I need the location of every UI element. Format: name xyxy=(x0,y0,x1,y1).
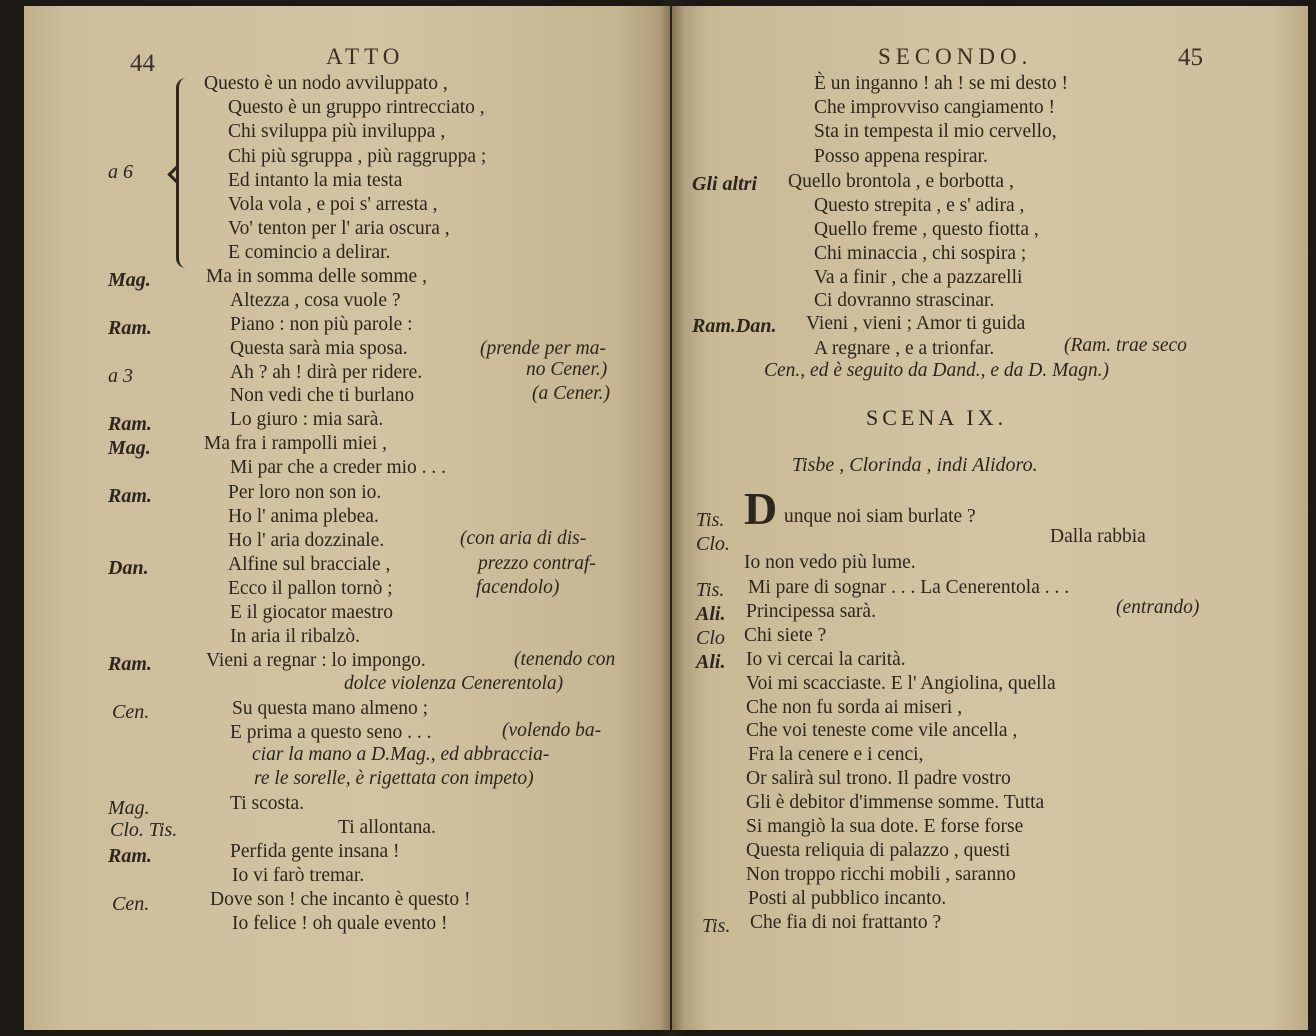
verse-line: Dalla rabbia xyxy=(1050,526,1146,547)
verse-line: Io vi farò tremar. xyxy=(232,865,365,886)
verse-line: Or salirà sul trono. Il padre vostro xyxy=(746,768,1011,789)
verse-line: Ma in somma delle somme , xyxy=(206,266,427,287)
verse-line: Chi più sgruppa , più raggruppa ; xyxy=(228,146,487,167)
verse-line: Ci dovranno strascinar. xyxy=(814,290,995,311)
verse-line: Quello brontola , e borbotta , xyxy=(788,171,1014,192)
right-page-number: 45 xyxy=(1178,44,1203,71)
verse-line: Ah ? ah ! dirà per ridere. xyxy=(230,362,423,383)
speaker-label: Mag. xyxy=(108,437,151,459)
stage-direction: Cen., ed è seguito da Dand., e da D. Magn.) xyxy=(764,360,1109,381)
stage-direction: (volendo ba- xyxy=(502,720,602,741)
speaker-label: Ram. xyxy=(108,413,152,435)
verse-line: Perfida gente insana ! xyxy=(230,841,400,862)
right-running-head: SECONDO. xyxy=(878,44,1033,69)
left-page-number: 44 xyxy=(130,50,155,77)
speaker-label: Clo xyxy=(696,627,725,649)
verse-line: Che non fu sorda ai miseri , xyxy=(746,697,963,718)
speaker-label: Ram. xyxy=(108,653,152,675)
speaker-label: Mag. xyxy=(108,269,151,291)
verse-line: A regnare , e a trionfar. xyxy=(814,338,995,359)
verse-line: Ti allontana. xyxy=(338,817,436,838)
stage-direction: (con aria di dis- xyxy=(460,528,587,549)
verse-line: Dove son ! che incanto è questo ! xyxy=(210,889,471,910)
stage-direction: (prende per ma- xyxy=(480,338,606,359)
speaker-label: Dan. xyxy=(108,557,149,579)
verse-line: Che voi teneste come vile ancella , xyxy=(746,720,1018,741)
verse-line: Va a finir , che a pazzarelli xyxy=(814,267,1023,288)
verse-line: Non vedi che ti burlano xyxy=(230,385,415,406)
speaker-label: Tis. xyxy=(702,915,731,937)
verse-line: Lo giuro : mia sarà. xyxy=(230,409,384,430)
verse-line: Ho l' anima plebea. xyxy=(228,506,379,527)
stage-direction: (tenendo con xyxy=(514,649,616,670)
verse-line: unque noi siam burlate ? xyxy=(784,506,976,527)
verse-line: Questo è un nodo avviluppato , xyxy=(204,73,448,94)
verse-line: Io felice ! oh quale evento ! xyxy=(232,913,448,934)
speaker-label: Ram. xyxy=(108,485,152,507)
verse-line: Fra la cenere e i cenci, xyxy=(748,744,924,765)
verse-line: Che fia di noi frattanto ? xyxy=(750,912,942,933)
stage-direction: dolce violenza Cenerentola) xyxy=(344,673,564,694)
speaker-label: a 6 xyxy=(108,161,133,183)
speaker-label: Tis. xyxy=(696,579,725,601)
stage-direction: no Cener.) xyxy=(526,359,608,380)
speaker-label: Tis. xyxy=(696,509,725,531)
speaker-label: Mag. xyxy=(108,797,150,819)
verse-line: Si mangiò la sua dote. E forse forse xyxy=(746,816,1024,837)
speaker-label: Clo. xyxy=(696,533,730,555)
speaker-label: Ram. xyxy=(108,845,152,867)
verse-line: Vieni a regnar : lo impongo. xyxy=(206,650,426,671)
speaker-label: Cen. xyxy=(112,701,150,723)
verse-line: Vola vola , e poi s' arresta , xyxy=(228,194,438,215)
verse-line: Mi par che a creder mio . . . xyxy=(230,457,447,478)
verse-line: Ecco il pallon tornò ; xyxy=(228,578,393,599)
verse-line: Io non vedo più lume. xyxy=(744,552,916,573)
speaker-label: Gli altri xyxy=(692,173,758,195)
verse-line: Questa reliquia di palazzo , questi xyxy=(746,840,1011,861)
verse-line: Altezza , cosa vuole ? xyxy=(230,290,401,311)
left-running-head: ATTO xyxy=(326,44,405,69)
verse-line: Piano : non più parole : xyxy=(230,314,413,335)
book-gutter xyxy=(660,0,684,1036)
verse-line: Gli è debitor d'immense somme. Tutta xyxy=(746,792,1045,813)
stage-direction: ciar la mano a D.Mag., ed abbraccia- xyxy=(252,744,550,765)
verse-line: È un inganno ! ah ! se mi desto ! xyxy=(814,73,1068,94)
speaker-label: Cen. xyxy=(112,893,150,915)
verse-line: Quello freme , questo fiotta , xyxy=(814,219,1039,240)
verse-line: Chi siete ? xyxy=(744,625,827,646)
verse-line: Chi sviluppa più inviluppa , xyxy=(228,121,446,142)
verse-line: Su questa mano almeno ; xyxy=(232,698,429,719)
verse-line: E prima a questo seno . . . xyxy=(230,722,432,743)
stage-direction: (Ram. trae seco xyxy=(1064,335,1187,356)
stage-direction: (a Cener.) xyxy=(532,383,610,404)
verse-line: Principessa sarà. xyxy=(746,601,876,622)
verse-line: Voi mi scacciaste. E l' Angiolina, quella xyxy=(746,673,1056,694)
verse-line: Chi minaccia , chi sospira ; xyxy=(814,243,1027,264)
verse-line: Mi pare di sognar . . . La Cenerentola . . . xyxy=(748,577,1070,598)
verse-line: Posso appena respirar. xyxy=(814,146,988,167)
verse-line: In aria il ribalzò. xyxy=(230,626,360,647)
speaker-label: Ram.Dan. xyxy=(692,315,777,337)
speaker-label: Clo. Tis. xyxy=(110,819,178,841)
verse-line: Posti al pubblico incanto. xyxy=(748,888,947,909)
verse-line: Ho l' aria dozzinale. xyxy=(228,530,385,551)
speaker-label: Ali. xyxy=(696,651,726,673)
stage-direction: (entrando) xyxy=(1116,597,1200,618)
stage-direction: re le sorelle, è rigettata con impeto) xyxy=(254,768,534,789)
scene-cast: Tisbe , Clorinda , indi Alidoro. xyxy=(792,454,1038,476)
verse-line: Questa sarà mia sposa. xyxy=(230,338,408,359)
drop-cap: D xyxy=(744,483,778,534)
verse-line: Ti scosta. xyxy=(230,793,305,814)
verse-line: Questo strepita , e s' adira , xyxy=(814,195,1025,216)
verse-line: Ed intanto la mia testa xyxy=(228,170,403,191)
stage-direction: facendolo) xyxy=(476,577,560,598)
speaker-label: a 3 xyxy=(108,365,133,387)
scene-title: SCENA IX. xyxy=(866,405,1008,430)
verse-line: Per loro non son io. xyxy=(228,482,382,503)
verse-line: Ma fra i rampolli miei , xyxy=(204,433,388,454)
speaker-label: Ram. xyxy=(108,317,152,339)
verse-line: E il giocator maestro xyxy=(230,602,393,623)
verse-line: Io vi cercai la carità. xyxy=(746,649,906,670)
verse-line: Non troppo ricchi mobili , saranno xyxy=(746,864,1016,885)
speaker-label: Ali. xyxy=(696,603,726,625)
verse-line: Vieni , vieni ; Amor ti guida xyxy=(806,313,1026,334)
verse-line: E comincio a delirar. xyxy=(228,242,391,263)
verse-line: Questo è un gruppo rintrecciato , xyxy=(228,97,485,118)
verse-line: Vo' tenton per l' aria oscura , xyxy=(228,218,450,239)
verse-line: Alfine sul bracciale , xyxy=(228,554,391,575)
verse-line: Che improvviso cangiamento ! xyxy=(814,97,1055,118)
verse-line: Sta in tempesta il mio cervello, xyxy=(814,121,1057,142)
stage-direction: prezzo contraf- xyxy=(478,553,596,574)
